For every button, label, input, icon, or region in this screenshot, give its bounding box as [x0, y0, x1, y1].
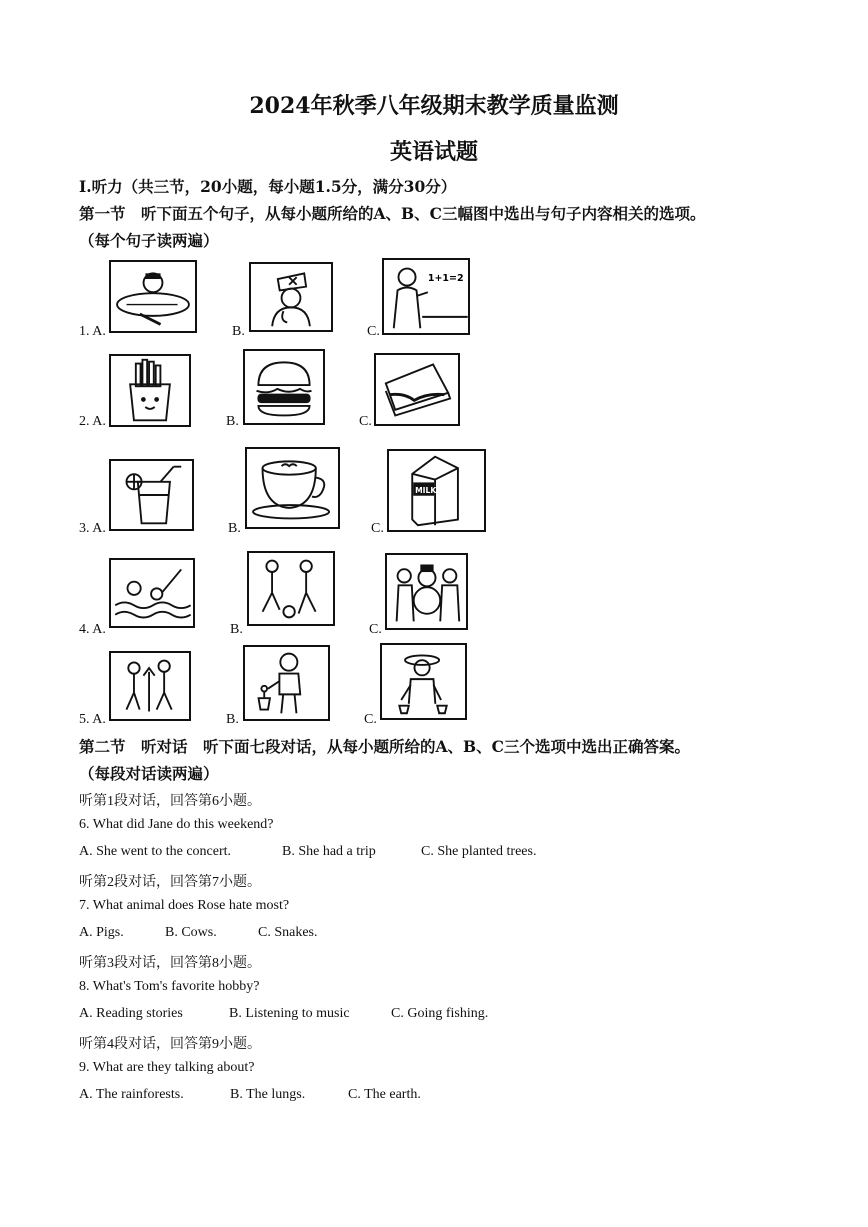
- planting-trees-picture[interactable]: [109, 651, 191, 721]
- section2-note: （每段对话读两遍）: [79, 764, 219, 783]
- q6-option-b[interactable]: B. She had a trip: [282, 844, 376, 859]
- teacher-picture[interactable]: [382, 258, 470, 335]
- sandwich-picture[interactable]: [374, 353, 460, 426]
- q9-option-b[interactable]: B. The lungs.: [230, 1087, 306, 1102]
- q1-label-a: 1. A.: [79, 324, 106, 339]
- q4-label-b: B.: [230, 622, 243, 637]
- coffee-cup-icon: [247, 449, 338, 527]
- q2-label-a: 2. A.: [79, 414, 106, 429]
- q8-option-b[interactable]: B. Listening to music: [229, 1006, 350, 1021]
- teacher-icon: [384, 260, 468, 333]
- q1-label-c: C.: [367, 324, 380, 339]
- page-subtitle: 英语试题: [389, 139, 478, 165]
- doctor-icon: [251, 264, 331, 330]
- carton-text: MILK: [415, 485, 437, 495]
- pilot-picture[interactable]: [109, 260, 197, 333]
- q4-label-c: C.: [369, 622, 382, 637]
- q5-label-c: C.: [364, 712, 377, 727]
- juice-icon: [111, 461, 192, 529]
- french-fries-icon: [111, 356, 189, 425]
- q8-option-a[interactable]: A. Reading stories: [79, 1006, 183, 1021]
- milk-carton-icon: [389, 451, 484, 530]
- q5-label-b: B.: [226, 712, 239, 727]
- q8-option-c[interactable]: C. Going fishing.: [391, 1006, 489, 1021]
- q7-option-b[interactable]: B. Cows.: [165, 925, 217, 940]
- q6-option-a[interactable]: A. She went to the concert.: [79, 844, 232, 859]
- milk-carton-picture[interactable]: [387, 449, 486, 532]
- q4-label-a: 4. A.: [79, 622, 106, 637]
- watering-flowers-icon: [245, 647, 328, 719]
- blackboard-text: 1+1=2: [427, 272, 464, 284]
- q3-label-c: C.: [371, 521, 384, 536]
- q6-option-c[interactable]: C. She planted trees.: [421, 844, 537, 859]
- doctor-picture[interactable]: [249, 262, 333, 332]
- playing-football-icon: [249, 553, 333, 624]
- dialogue-instruction: 听第4段对话，回答第9小题。: [79, 1037, 261, 1052]
- q3-label-a: 3. A.: [79, 521, 106, 536]
- snowman-picture[interactable]: [385, 553, 468, 630]
- playing-football-picture[interactable]: [247, 551, 335, 626]
- q2-label-b: B.: [226, 414, 239, 429]
- section1-heading: 第一节 听下面五个句子，从每小题所给的A、B、C三幅图中选出与句子内容相关的选项。: [79, 204, 706, 223]
- q7-option-a[interactable]: A. Pigs.: [79, 925, 124, 940]
- snowman-icon: [387, 555, 466, 628]
- section1-note: （每个句子读两遍）: [79, 231, 219, 250]
- q9-option-a[interactable]: A. The rainforests.: [79, 1087, 184, 1102]
- hamburger-icon: [245, 351, 323, 423]
- question-9: 9. What are they talking about?: [79, 1060, 255, 1075]
- hamburger-picture[interactable]: [243, 349, 325, 425]
- q5-label-a: 5. A.: [79, 712, 106, 727]
- question-7: 7. What animal does Rose hate most?: [79, 898, 290, 913]
- part1-heading: Ⅰ.听力（共三节，20小题，每小题1.5分，满分30分）: [79, 177, 457, 196]
- sandwich-icon: [376, 355, 458, 424]
- dialogue-instruction: 听第1段对话，回答第6小题。: [79, 794, 261, 809]
- q2-label-c: C.: [359, 414, 372, 429]
- question-6: 6. What did Jane do this weekend?: [79, 817, 274, 832]
- dialogue-instruction: 听第2段对话，回答第7小题。: [79, 875, 261, 890]
- dialogue-instruction: 听第3段对话，回答第8小题。: [79, 956, 261, 971]
- q7-option-c[interactable]: C. Snakes.: [258, 925, 318, 940]
- swimming-icon: [111, 560, 193, 626]
- section2-heading: 第二节 听对话 听下面七段对话，从每小题所给的A、B、C三个选项中选出正确答案。: [79, 737, 690, 756]
- juice-picture[interactable]: [109, 459, 194, 531]
- coffee-cup-picture[interactable]: [245, 447, 340, 529]
- page-title: 2024年秋季八年级期末教学质量监测: [249, 93, 619, 119]
- pilot-icon: [111, 262, 195, 331]
- q3-label-b: B.: [228, 521, 241, 536]
- planting-trees-icon: [111, 653, 189, 719]
- gardening-picture[interactable]: [380, 643, 467, 720]
- watering-flowers-picture[interactable]: [243, 645, 330, 721]
- q9-option-c[interactable]: C. The earth.: [348, 1087, 421, 1102]
- q1-label-b: B.: [232, 324, 245, 339]
- french-fries-picture[interactable]: [109, 354, 191, 427]
- swimming-picture[interactable]: [109, 558, 195, 628]
- gardening-icon: [382, 645, 465, 718]
- question-8: 8. What's Tom's favorite hobby?: [79, 979, 260, 994]
